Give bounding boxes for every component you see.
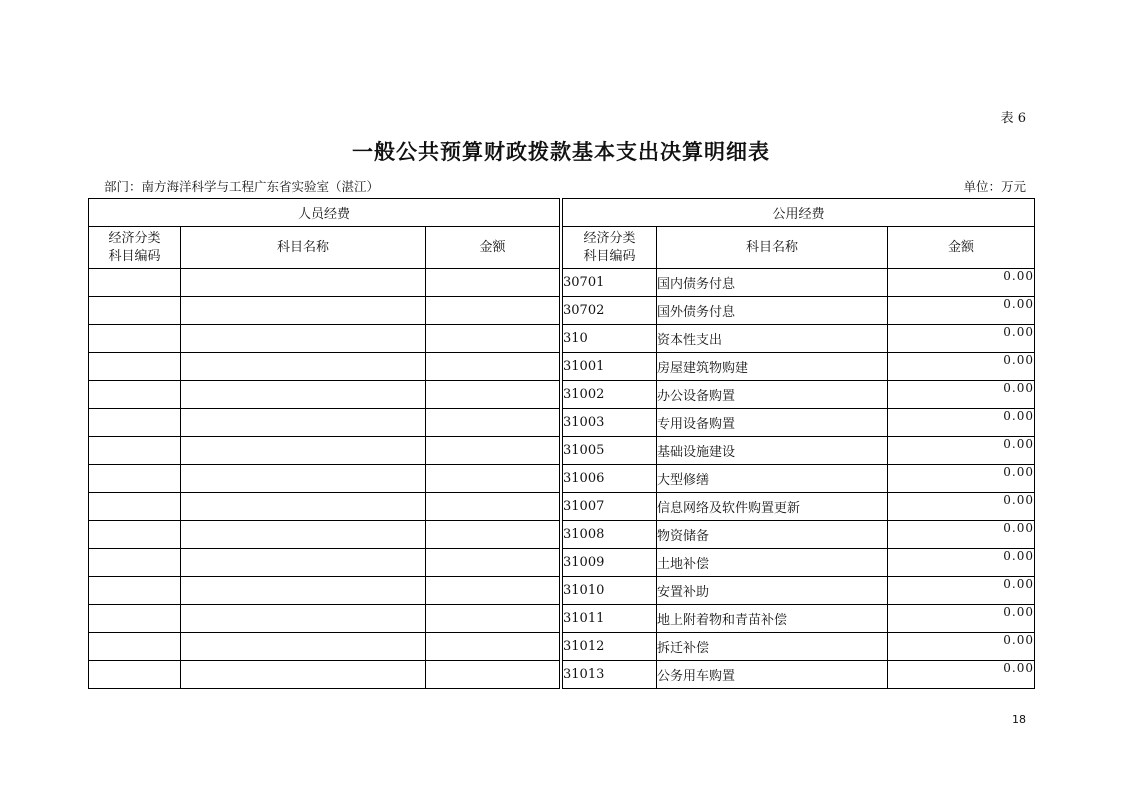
public-code-cell: 31007: [563, 493, 657, 521]
public-amount-cell: 0.00: [888, 661, 1035, 689]
personnel-code-cell: [89, 605, 181, 633]
public-name-cell: 土地补偿: [657, 549, 888, 577]
table-row: [89, 409, 1035, 437]
personnel-amount-cell: [426, 297, 560, 325]
public-name-cell: 公务用车购置: [657, 661, 888, 689]
public-amount-cell: 0.00: [888, 325, 1035, 353]
public-name-cell: 国内债务付息: [657, 269, 888, 297]
table-row: [89, 325, 1035, 353]
personnel-code-cell: [89, 353, 181, 381]
personnel-expense-header: 人员经费: [89, 199, 560, 227]
personnel-name-cell: [181, 409, 426, 437]
personnel-code-cell: [89, 325, 181, 353]
personnel-name-cell: [181, 381, 426, 409]
personnel-name-cell: [181, 661, 426, 689]
table-row: [89, 661, 1035, 689]
public-code-cell: 30701: [563, 269, 657, 297]
table-row: [89, 465, 1035, 493]
code-header-line2: 科目编码: [108, 248, 161, 264]
page-number: 18: [1012, 713, 1026, 726]
public-amount-cell: 0.00: [888, 549, 1035, 577]
personnel-name-cell: [181, 605, 426, 633]
personnel-code-cell: [89, 465, 181, 493]
table-row: [89, 577, 1035, 605]
personnel-amount-cell: [426, 381, 560, 409]
public-amount-cell: 0.00: [888, 381, 1035, 409]
public-name-cell: 办公设备购置: [657, 381, 888, 409]
public-code-cell: 30702: [563, 297, 657, 325]
code-header-line1: 经济分类: [108, 230, 161, 246]
personnel-code-cell: [89, 437, 181, 465]
public-expense-header: 公用经费: [563, 199, 1035, 227]
personnel-name-cell: [181, 549, 426, 577]
personnel-amount-cell: [426, 521, 560, 549]
personnel-name-cell: [181, 633, 426, 661]
personnel-code-cell: [89, 661, 181, 689]
public-name-cell: 基础设施建设: [657, 437, 888, 465]
personnel-code-cell: [89, 269, 181, 297]
public-code-cell: 31009: [563, 549, 657, 577]
public-name-cell: 信息网络及软件购置更新: [657, 493, 888, 521]
table-row: [89, 493, 1035, 521]
personnel-amount-cell: [426, 577, 560, 605]
personnel-amount-cell: [426, 437, 560, 465]
personnel-code-cell: [89, 549, 181, 577]
personnel-amount-cell: [426, 465, 560, 493]
public-name-cell: 资本性支出: [657, 325, 888, 353]
personnel-name-cell: [181, 297, 426, 325]
personnel-code-cell: [89, 381, 181, 409]
department-label: 部门：南方海洋科学与工程广东省实验室（湛江）: [104, 179, 380, 194]
code-header-line2: 科目编码: [583, 248, 636, 264]
personnel-name-cell: [181, 465, 426, 493]
public-name-cell: 房屋建筑物购建: [657, 353, 888, 381]
public-code-cell: 31010: [563, 577, 657, 605]
personnel-amount-cell: [426, 353, 560, 381]
public-code-cell: 310: [563, 325, 657, 353]
public-amount-cell: 0.00: [888, 297, 1035, 325]
personnel-amount-cell: [426, 269, 560, 297]
personnel-amount-cell: [426, 325, 560, 353]
unit-label: 单位：万元: [963, 179, 1026, 194]
public-amount-cell: 0.00: [888, 269, 1035, 297]
personnel-code-header: [89, 227, 181, 269]
table-row: [89, 521, 1035, 549]
table-row: [89, 437, 1035, 465]
table-row: [89, 297, 1035, 325]
public-name-cell: 地上附着物和青苗补偿: [657, 605, 888, 633]
personnel-name-cell: [181, 577, 426, 605]
public-code-cell: 31002: [563, 381, 657, 409]
table-row: [89, 549, 1035, 577]
expenditure-table: [88, 198, 1035, 689]
public-name-cell: 大型修缮: [657, 465, 888, 493]
public-amount-cell: 0.00: [888, 409, 1035, 437]
public-amount-cell: 0.00: [888, 605, 1035, 633]
public-name-cell: 拆迁补偿: [657, 633, 888, 661]
personnel-amount-cell: [426, 409, 560, 437]
public-code-cell: 31013: [563, 661, 657, 689]
personnel-name-cell: [181, 325, 426, 353]
public-code-cell: 31005: [563, 437, 657, 465]
table-row: [89, 381, 1035, 409]
code-header-line1: 经济分类: [583, 230, 636, 246]
personnel-amount-cell: [426, 549, 560, 577]
personnel-name-cell: [181, 353, 426, 381]
personnel-name-cell: [181, 493, 426, 521]
personnel-code-cell: [89, 521, 181, 549]
public-code-cell: 31006: [563, 465, 657, 493]
personnel-code-cell: [89, 493, 181, 521]
public-name-cell: 专用设备购置: [657, 409, 888, 437]
public-name-header: 科目名称: [657, 227, 888, 269]
table-row: [89, 353, 1035, 381]
table-row: [89, 605, 1035, 633]
personnel-code-cell: [89, 409, 181, 437]
public-code-cell: 31001: [563, 353, 657, 381]
public-code-cell: 31012: [563, 633, 657, 661]
public-amount-cell: 0.00: [888, 437, 1035, 465]
personnel-code-cell: [89, 633, 181, 661]
page-title: 一般公共预算财政拨款基本支出决算明细表: [352, 140, 770, 164]
public-name-cell: 物资储备: [657, 521, 888, 549]
table-row: [89, 633, 1035, 661]
public-code-cell: 31011: [563, 605, 657, 633]
public-name-cell: 安置补助: [657, 577, 888, 605]
public-amount-cell: 0.00: [888, 633, 1035, 661]
personnel-code-cell: [89, 297, 181, 325]
personnel-amount-cell: [426, 493, 560, 521]
personnel-name-cell: [181, 521, 426, 549]
personnel-amount-cell: [426, 661, 560, 689]
table-number: 表 6: [1000, 111, 1026, 126]
public-amount-cell: 0.00: [888, 493, 1035, 521]
table-row: [89, 269, 1035, 297]
public-amount-cell: 0.00: [888, 577, 1035, 605]
personnel-name-header: 科目名称: [181, 227, 426, 269]
public-code-cell: 31008: [563, 521, 657, 549]
public-amount-cell: 0.00: [888, 521, 1035, 549]
personnel-code-cell: [89, 577, 181, 605]
public-code-header: [563, 227, 657, 269]
public-amount-cell: 0.00: [888, 353, 1035, 381]
public-code-cell: 31003: [563, 409, 657, 437]
personnel-name-cell: [181, 269, 426, 297]
personnel-name-cell: [181, 437, 426, 465]
personnel-amount-cell: [426, 633, 560, 661]
personnel-amount-cell: [426, 605, 560, 633]
public-name-cell: 国外债务付息: [657, 297, 888, 325]
public-amount-cell: 0.00: [888, 465, 1035, 493]
personnel-amount-header: 金额: [426, 227, 560, 269]
public-amount-header: 金额: [888, 227, 1035, 269]
